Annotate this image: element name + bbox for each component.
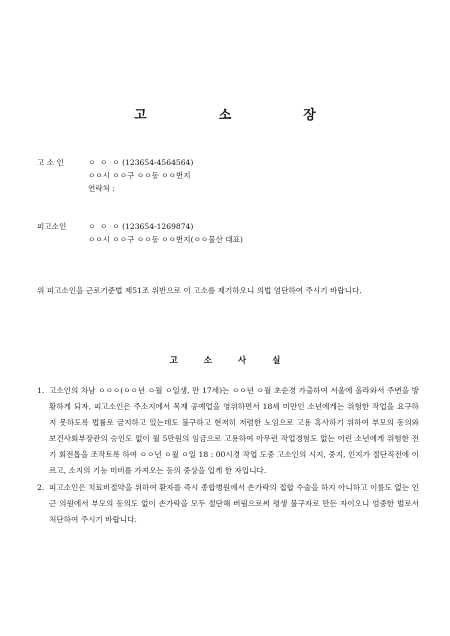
complaint-statement: 위 피고소인을 근로기준법 제51조 위반으로 이 고소를 제기하오니 의법 엄단하여 주시기 바랍니다. [37,286,362,295]
title-char-3: 장 [303,108,316,123]
facts-list [37,383,419,528]
complainant-name: ㅇ ㅇ ㅇ (123654-4564564) [88,158,194,167]
defendant-name: ㅇ ㅇ ㅇ (123654-1269874) [88,222,194,231]
complainant-contact: 연락처 : [88,184,115,193]
defendant-role: 피고소인 [37,222,67,231]
defendant-block [37,222,243,248]
complainant-address: ㅇㅇ시 ㅇㅇ구 ㅇㅇ동 ㅇㅇ번지 [88,171,191,180]
fact-number: 1. [37,386,45,395]
complainant-block [37,158,193,197]
title-char-2: 소 [218,108,232,123]
section-title [0,354,450,366]
title-char-1: 고 [134,108,147,123]
fact-text: 피고소인은 치료비절약을 위하여 환자를 즉시 종합병원에서 손가락의 접합 수술을 하지 아니하고 이름도 없는 인근 의원에서 부모의 동의도 없이 손가락을 모두 절단해 버림으로써 평생 불구자로 만든 자이오니 엄중한 벌로서 처단하여 주시기 바랍니다. [49,482,419,524]
defendant-address: ㅇㅇ시 ㅇㅇ구 ㅇㅇ동 ㅇㅇ번지(ㅇㅇ물산 대표) [88,235,243,244]
fact-number: 2. [37,482,45,492]
fact-item-2 [37,480,419,528]
fact-text: 고소인의 차남 ㅇㅇㅇ(ㅇㅇ년 ㅇ월 ㅇ일생, 만 17세)는 ㅇㅇ년 ㅇ월 초순경 가출하여 서울에 올라와서 주변을 방황하게 되자, 피고소인은 주소지에서 목재 공예업을 영위하면서 18세 미만인 소년에게는 위험한 작업을 요구하지 못하도록 법률로 금지하고 있는데도 불구하고 현저히 저렴한 노임으로 고용 혹사하기 위하여 부모의 동의와 보건사회부장관의 승인도 없이 월 5만원의 임금으로 고용하여 아무런 작업경험도 없는 어린 소년에게 위험한 전기 회전톱을 조작토록 하여 ㅇㅇ년 ㅇ월 ㅇ일 18 : 00시경 작업 도중 고소인의 시지, 중지, 인지가 절단직전에 이르고, 소지의 기능 미비를 가져오는 등의 중상을 입게 한 자입니다. [49,386,419,476]
section-char-2: 소 [203,356,212,366]
fact-item-1 [37,383,419,480]
complainant-role: 고 소 인 [37,158,64,167]
section-char-4: 실 [272,356,281,366]
document-title [0,104,450,123]
section-char-1: 고 [169,356,178,366]
section-char-3: 사 [238,356,247,366]
